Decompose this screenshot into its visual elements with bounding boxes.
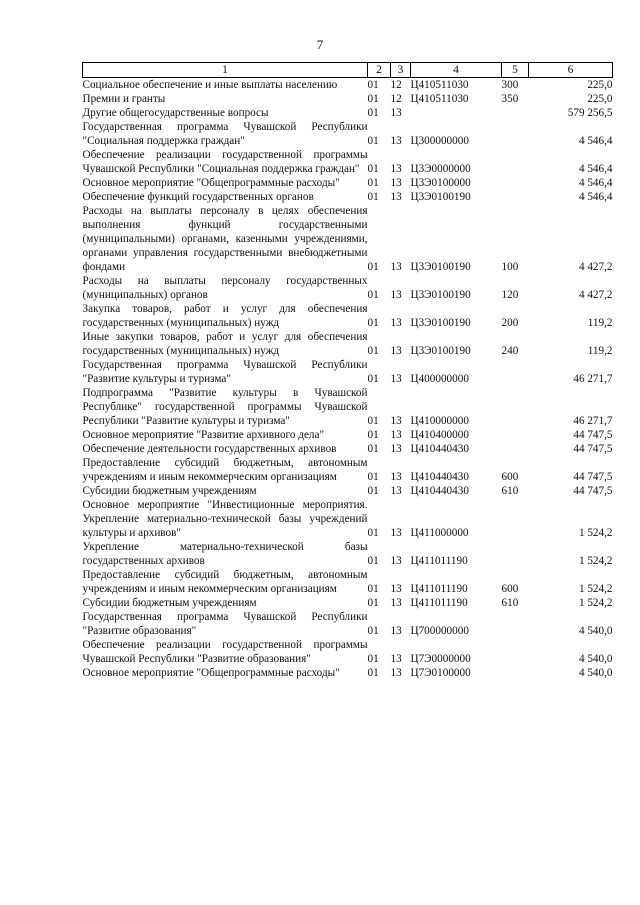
row-section: 01 bbox=[367, 373, 379, 385]
row-name: Расходы на выплаты персоналу в целях обеспечения выполнения функций государственными (муниципальными) органами, казенными учреждениями, органами управления государственными внебюджетными фондами bbox=[82, 205, 368, 273]
row-target-article: Ц411011190 bbox=[410, 597, 468, 609]
row-expense-type bbox=[502, 540, 529, 568]
row-section: 01 bbox=[367, 289, 379, 301]
table-row bbox=[83, 204, 613, 274]
row-section: 01 bbox=[367, 79, 379, 91]
row-subsection: 13 bbox=[390, 485, 402, 497]
row-name: Другие общегосударственные вопросы bbox=[82, 107, 269, 119]
table-row bbox=[83, 540, 613, 568]
row-subsection: 13 bbox=[390, 191, 402, 203]
row-amount: 44 747,5 bbox=[573, 443, 613, 455]
row-amount: 1 524,2 bbox=[578, 583, 613, 595]
row-section: 01 bbox=[367, 135, 379, 147]
row-section: 01 bbox=[367, 625, 379, 637]
row-section: 01 bbox=[367, 443, 379, 455]
row-name: Укрепление материально-технической базы государственных архивов bbox=[82, 541, 368, 567]
row-amount: 4 540,0 bbox=[578, 667, 613, 679]
row-section: 01 bbox=[367, 555, 379, 567]
row-amount: 119,2 bbox=[587, 345, 613, 357]
row-subsection: 13 bbox=[390, 261, 402, 273]
row-expense-type bbox=[502, 190, 529, 204]
page-number: 7 bbox=[316, 37, 324, 52]
table-row bbox=[83, 274, 613, 302]
row-target-article: Ц3Э0100190 bbox=[410, 317, 471, 329]
row-target-article: Ц7Э0100000 bbox=[410, 667, 471, 679]
row-target-article: Ц3Э0100190 bbox=[410, 289, 471, 301]
table-row bbox=[83, 78, 613, 93]
row-section: 01 bbox=[367, 93, 379, 105]
row-subsection: 13 bbox=[390, 443, 402, 455]
row-expense-type bbox=[502, 498, 529, 540]
table-row bbox=[83, 120, 613, 148]
row-target-article: Ц410440430 bbox=[410, 443, 469, 455]
table-row bbox=[83, 106, 613, 120]
row-expense-type bbox=[502, 358, 529, 386]
row-name: Расходы на выплаты персоналу государственных (муниципальных) органов bbox=[82, 275, 368, 301]
row-subsection: 13 bbox=[390, 107, 402, 119]
row-target-article: Ц7Э0000000 bbox=[410, 653, 471, 665]
row-expense-type bbox=[502, 638, 529, 666]
row-name: Основное мероприятие "Инвестиционные мероприятия. Укрепление материально-технической базы учреждений культуры и архивов" bbox=[82, 499, 368, 539]
header-col-3: 3 bbox=[391, 63, 411, 78]
row-subsection: 13 bbox=[390, 317, 402, 329]
row-name: Закупка товаров, работ и услуг для обеспечения государственных (муниципальных) нужд bbox=[82, 303, 368, 329]
row-target-article: Ц411000000 bbox=[410, 527, 469, 539]
table-row bbox=[83, 428, 613, 442]
row-amount: 225,0 bbox=[587, 93, 613, 105]
row-target-article: Ц300000000 bbox=[410, 135, 469, 147]
row-target-article bbox=[411, 106, 502, 120]
row-target-article: Ц400000000 bbox=[410, 373, 469, 385]
row-expense-type: 300 bbox=[501, 79, 519, 91]
row-target-article: Ц3Э0000000 bbox=[410, 163, 471, 175]
row-target-article: Ц410511030 bbox=[410, 93, 469, 105]
table-row bbox=[83, 358, 613, 386]
row-name: Иные закупки товаров, работ и услуг для обеспечения государственных (муниципальных) нужд bbox=[82, 331, 368, 357]
row-section: 01 bbox=[367, 485, 379, 497]
row-section: 01 bbox=[367, 583, 379, 595]
header-col-4: 4 bbox=[411, 63, 502, 78]
row-expense-type: 120 bbox=[501, 289, 519, 301]
row-target-article: Ц3Э0100190 bbox=[410, 261, 471, 273]
row-amount: 1 524,2 bbox=[578, 597, 613, 609]
row-name: Премии и гранты bbox=[82, 93, 166, 105]
row-name: Субсидии бюджетным учреждениям bbox=[82, 485, 257, 497]
row-name: Обеспечение реализации государственной программы Чувашской Республики "Развитие образования" bbox=[82, 639, 368, 665]
row-section: 01 bbox=[367, 261, 379, 273]
row-section: 01 bbox=[367, 429, 379, 441]
row-amount: 225,0 bbox=[587, 79, 613, 91]
row-subsection: 13 bbox=[390, 289, 402, 301]
row-subsection: 13 bbox=[390, 177, 402, 189]
row-expense-type bbox=[502, 610, 529, 638]
table-body bbox=[83, 78, 613, 681]
row-name: Субсидии бюджетным учреждениям bbox=[82, 597, 257, 609]
table-row bbox=[83, 330, 613, 358]
row-target-article: Ц410000000 bbox=[410, 415, 469, 427]
row-name: Государственная программа Чувашской Республики "Социальная поддержка граждан" bbox=[82, 121, 368, 147]
row-expense-type bbox=[502, 428, 529, 442]
row-name: Обеспечение функций государственных органов bbox=[82, 191, 314, 203]
table-row bbox=[83, 190, 613, 204]
row-subsection: 13 bbox=[390, 345, 402, 357]
row-subsection: 13 bbox=[390, 163, 402, 175]
table-row bbox=[83, 666, 613, 680]
row-name: Основное мероприятие "Развитие архивного дела" bbox=[82, 429, 325, 441]
row-section: 01 bbox=[367, 667, 379, 679]
row-subsection: 13 bbox=[390, 471, 402, 483]
table-row bbox=[83, 92, 613, 106]
row-expense-type: 200 bbox=[501, 317, 519, 329]
row-subsection: 13 bbox=[390, 135, 402, 147]
row-subsection: 13 bbox=[390, 653, 402, 665]
table-row bbox=[83, 638, 613, 666]
row-expense-type bbox=[502, 442, 529, 456]
row-subsection: 13 bbox=[390, 597, 402, 609]
row-subsection: 13 bbox=[390, 625, 402, 637]
table-row bbox=[83, 610, 613, 638]
row-target-article: Ц700000000 bbox=[410, 625, 469, 637]
row-name: Обеспечение деятельности государственных архивов bbox=[82, 443, 337, 455]
row-name: Предоставление субсидий бюджетным, автономным учреждениям и иным некоммерческим организациям bbox=[82, 457, 368, 483]
row-section: 01 bbox=[367, 317, 379, 329]
row-target-article: Ц410511030 bbox=[410, 79, 469, 91]
row-section: 01 bbox=[367, 163, 379, 175]
row-amount: 4 427,2 bbox=[578, 261, 613, 273]
row-amount: 46 271,7 bbox=[573, 373, 613, 385]
row-target-article: Ц410440430 bbox=[410, 485, 469, 497]
row-expense-type: 100 bbox=[501, 261, 519, 273]
table-row bbox=[83, 386, 613, 428]
table-row bbox=[83, 442, 613, 456]
row-name: Обеспечение реализации государственной программы Чувашской Республики "Социальная поддержка граждан" bbox=[82, 149, 368, 175]
row-expense-type: 610 bbox=[501, 485, 519, 497]
row-section: 01 bbox=[367, 597, 379, 609]
row-name: Предоставление субсидий бюджетным, автономным учреждениям и иным некоммерческим организациям bbox=[82, 569, 368, 595]
table-row bbox=[83, 596, 613, 610]
row-expense-type: 600 bbox=[501, 583, 519, 595]
table-row bbox=[83, 176, 613, 190]
row-section: 01 bbox=[367, 107, 379, 119]
row-amount: 4 546,4 bbox=[578, 191, 613, 203]
row-subsection: 13 bbox=[390, 527, 402, 539]
header-col-1: 1 bbox=[83, 63, 368, 78]
row-subsection: 13 bbox=[390, 415, 402, 427]
row-amount: 4 540,0 bbox=[578, 653, 613, 665]
row-amount: 46 271,7 bbox=[573, 415, 613, 427]
row-target-article: Ц411011190 bbox=[410, 583, 468, 595]
header-col-5: 5 bbox=[502, 63, 529, 78]
header-row bbox=[83, 63, 613, 78]
row-target-article: Ц3Э0100000 bbox=[410, 177, 471, 189]
row-section: 01 bbox=[367, 191, 379, 203]
row-subsection: 13 bbox=[390, 667, 402, 679]
table-row bbox=[83, 456, 613, 484]
row-section: 01 bbox=[367, 471, 379, 483]
row-name: Основное мероприятие "Общепрограммные расходы" bbox=[82, 177, 340, 189]
row-expense-type: 610 bbox=[501, 597, 519, 609]
row-amount: 44 747,5 bbox=[573, 485, 613, 497]
row-target-article: Ц410400000 bbox=[410, 429, 469, 441]
row-subsection: 13 bbox=[390, 555, 402, 567]
row-expense-type bbox=[502, 386, 529, 428]
row-expense-type bbox=[502, 120, 529, 148]
budget-table bbox=[82, 62, 613, 680]
row-amount: 4 546,4 bbox=[578, 135, 613, 147]
row-section: 01 bbox=[367, 527, 379, 539]
table-row bbox=[83, 302, 613, 330]
row-name: Государственная программа Чувашской Республики "Развитие образования" bbox=[82, 611, 368, 637]
row-amount: 44 747,5 bbox=[573, 429, 613, 441]
row-amount: 579 256,5 bbox=[567, 107, 613, 119]
row-name: Подпрограмма "Развитие культуры в Чувашской Республике" государственной программы Чувашской Республики "Развитие культуры и туризма" bbox=[82, 387, 368, 427]
row-amount: 1 524,2 bbox=[578, 555, 613, 567]
row-subsection: 13 bbox=[390, 373, 402, 385]
row-expense-type bbox=[502, 106, 529, 120]
table-row bbox=[83, 568, 613, 596]
row-amount: 4 540,0 bbox=[578, 625, 613, 637]
row-amount: 4 546,4 bbox=[578, 177, 613, 189]
row-expense-type bbox=[502, 148, 529, 176]
row-amount: 119,2 bbox=[587, 317, 613, 329]
row-target-article: Ц3Э0100190 bbox=[410, 345, 471, 357]
row-subsection: 12 bbox=[390, 79, 402, 91]
row-subsection: 13 bbox=[390, 583, 402, 595]
row-section: 01 bbox=[367, 653, 379, 665]
header-col-6: 6 bbox=[529, 63, 613, 78]
row-amount: 44 747,5 bbox=[573, 471, 613, 483]
row-target-article: Ц411011190 bbox=[410, 555, 468, 567]
table-row bbox=[83, 148, 613, 176]
row-amount: 1 524,2 bbox=[578, 527, 613, 539]
row-target-article: Ц410440430 bbox=[410, 471, 469, 483]
row-name: Социальное обеспечение и иные выплаты населению bbox=[82, 79, 338, 91]
row-expense-type: 600 bbox=[501, 471, 519, 483]
row-amount: 4 546,4 bbox=[578, 163, 613, 175]
table-row bbox=[83, 484, 613, 498]
row-name: Основное мероприятие "Общепрограммные расходы" bbox=[82, 667, 340, 679]
header-col-2: 2 bbox=[368, 63, 391, 78]
row-expense-type bbox=[502, 666, 529, 680]
row-expense-type: 240 bbox=[501, 345, 519, 357]
row-expense-type bbox=[502, 176, 529, 190]
table-row bbox=[83, 498, 613, 540]
row-section: 01 bbox=[367, 177, 379, 189]
row-subsection: 13 bbox=[390, 429, 402, 441]
row-target-article: Ц3Э0100190 bbox=[410, 191, 471, 203]
row-subsection: 12 bbox=[390, 93, 402, 105]
row-section: 01 bbox=[367, 345, 379, 357]
row-amount: 4 427,2 bbox=[578, 289, 613, 301]
row-name: Государственная программа Чувашской Республики "Развитие культуры и туризма" bbox=[82, 359, 368, 385]
row-section: 01 bbox=[367, 415, 379, 427]
row-expense-type: 350 bbox=[501, 93, 519, 105]
